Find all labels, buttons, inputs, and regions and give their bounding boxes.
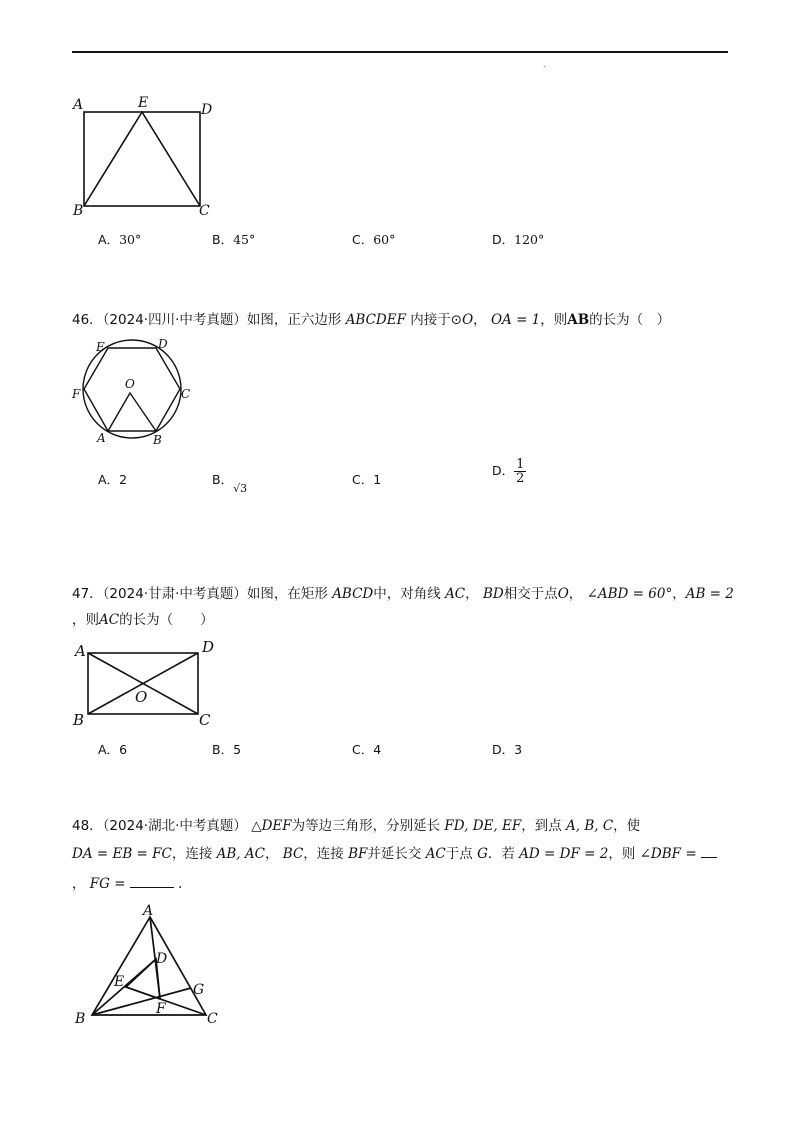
q46-label-a: A xyxy=(97,431,106,445)
q45-triangle xyxy=(84,112,200,206)
q46-label-o: O xyxy=(125,377,135,391)
q46-label-f: F xyxy=(72,387,81,401)
q46-figure xyxy=(66,334,206,450)
q47-figure xyxy=(66,634,236,734)
q47-stem-line2: ，则AC的长为（ ） xyxy=(72,612,214,628)
q47-option-b[interactable]: B．5 xyxy=(212,742,242,757)
q48-label-g: G xyxy=(193,982,205,998)
q45-rectangle xyxy=(84,112,200,206)
q46-label-b: B xyxy=(153,433,162,447)
q47-option-d[interactable]: D．3 xyxy=(492,742,523,757)
q46-option-a[interactable]: A．2 xyxy=(98,472,128,487)
q45-option-b[interactable]: B．45° xyxy=(212,232,256,247)
q45-label-e: E xyxy=(138,95,149,111)
q45-label-c: C xyxy=(199,203,210,219)
q48-label-c: C xyxy=(207,1011,218,1027)
q46-option-d-fraction: $\frac{1}{2}$ xyxy=(516,457,525,486)
header-dot: . xyxy=(543,60,546,69)
q48-stem-line2: DA = EB = FC，连接 AB, AC， BC，连接 BF并延长交 AC于点 G．若 AD = DF = 2，则 ∠DBF = xyxy=(72,844,717,864)
q48-label-b: B xyxy=(75,1011,86,1027)
q46-label-d: D xyxy=(158,337,168,351)
q47-stem-line1: 47．（2024·甘肃·中考真题）如图，在矩形 ABCD中，对角线 AC， BD相交于点O， ∠ABD = 60°，AB = 2 xyxy=(72,586,734,602)
q47-label-d: D xyxy=(202,638,215,656)
q48-blank-1[interactable] xyxy=(701,857,717,858)
q47-label-c: C xyxy=(199,711,211,729)
q46-label-e: E xyxy=(96,340,105,354)
q48-label-e: E xyxy=(114,974,125,990)
q45-label-b: B xyxy=(73,203,84,219)
q48-stem-line1: 48．（2024·湖北·中考真题） △DEF为等边三角形，分别延长 FD, DE, EF，到点 A, B, C，使 xyxy=(72,818,641,834)
q47-label-a: A xyxy=(75,642,86,660)
q48-label-d: D xyxy=(156,951,168,967)
q46-radii xyxy=(108,393,156,431)
q46-option-c[interactable]: C．1 xyxy=(352,472,382,487)
q46-option-b[interactable]: B．√3 xyxy=(212,472,248,495)
q45-option-c[interactable]: C．60° xyxy=(352,232,396,247)
q45-option-a[interactable]: A．30° xyxy=(98,232,142,247)
q47-option-c[interactable]: C．4 xyxy=(352,742,382,757)
q48-label-f: F xyxy=(156,1001,166,1017)
header-rule xyxy=(72,51,728,53)
q48-stem-line3: ， FG = ． xyxy=(72,876,192,892)
q48-label-a: A xyxy=(143,903,154,919)
q45-label-d: D xyxy=(201,102,213,118)
q45-figure xyxy=(60,90,230,220)
q48-blank-2[interactable] xyxy=(130,887,174,888)
q45-option-d[interactable]: D．120° xyxy=(492,232,545,247)
q48-figure xyxy=(70,900,240,1032)
q47-label-o: O xyxy=(135,688,148,706)
q47-label-b: B xyxy=(73,711,85,729)
q47-option-a[interactable]: A．6 xyxy=(98,742,128,757)
q46-label-c: C xyxy=(181,387,191,401)
q46-option-d[interactable]: D． $\frac{1}{2}$ xyxy=(492,457,525,486)
q45-label-a: A xyxy=(73,97,84,113)
q46-stem: 46．（2024·四川·中考真题）如图，正六边形 ABCDEF 内接于⊙O， OA = 1，则AB的长为（ ） xyxy=(72,312,671,328)
